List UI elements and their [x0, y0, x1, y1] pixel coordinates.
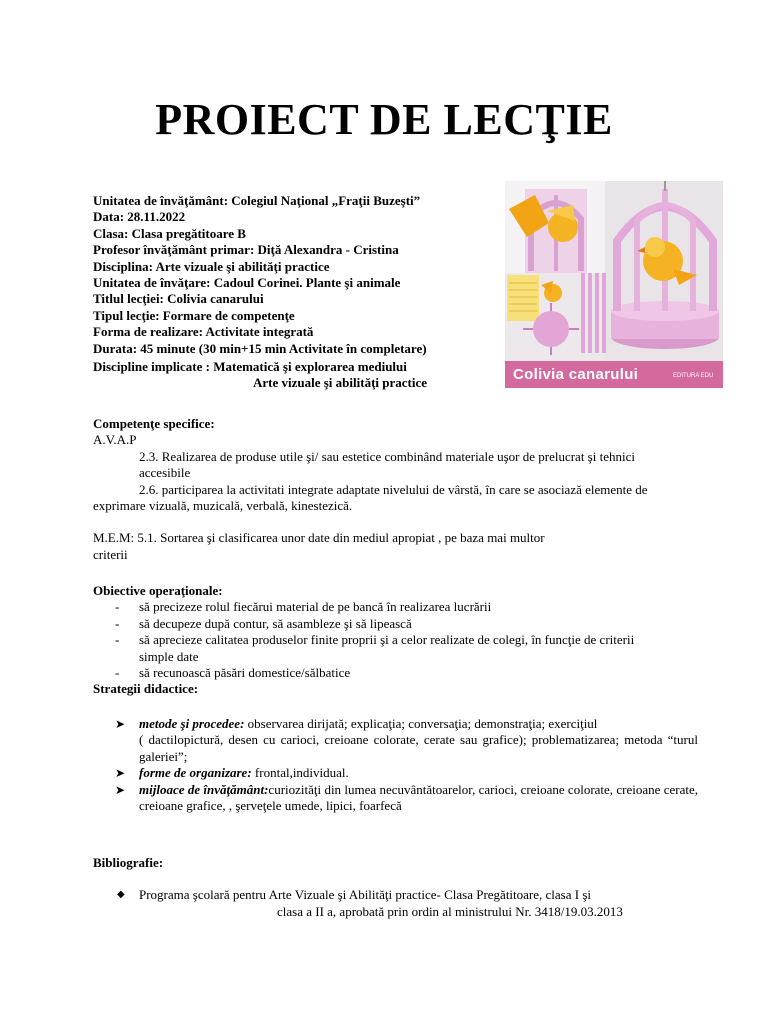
diamond-bullet-icon: ◆: [117, 889, 125, 901]
forme-text: frontal,individual.: [251, 765, 349, 781]
arrow-bullet-icon: ➤: [115, 766, 126, 781]
lesson-info-block: [93, 193, 513, 392]
metode-text: observarea dirijată; explicaţia; conversaţia; demonstraţia; exerciţiul: [244, 716, 598, 731]
strategii-heading: Strategii didactice:: [93, 681, 199, 697]
cover-caption: Colivia canarului: [513, 366, 639, 383]
info-titlul: Titlul lecţiei: Colivia canarului: [93, 291, 264, 307]
bird-cage-illustration-icon: [505, 181, 723, 388]
arrow-bullet-icon: ➤: [115, 717, 126, 731]
competente-heading: Competenţe specifice:: [93, 416, 215, 431]
info-tipul: Tipul lecţie: Formare de competenţe: [93, 307, 295, 323]
info-unitatea-invatamant: Unitatea de învăţământ: Colegiul Naţional „Fraţii Buzeşti”: [93, 193, 421, 208]
avap-label: A.V.A.P: [93, 432, 137, 448]
obiectiv-item: - să aprecieze calitatea produselor finite proprii şi a celor realizate de colegi, în funcţie de criterii simple date: [115, 632, 635, 664]
obiectiv-item: - să decupeze după contur, să asambleze şi să lipească: [115, 615, 412, 631]
metode-label: metode şi procedee:: [139, 716, 245, 731]
info-discipline-implicate: Discipline implicate : Matematică şi explorarea mediului: [93, 358, 407, 374]
info-disciplina: Disciplina: Arte vizuale şi abilităţi practice: [93, 258, 330, 274]
info-forma: Forma de realizare: Activitate integrată: [93, 324, 314, 340]
info-clasa: Clasa: Clasa pregătitoare B: [93, 225, 246, 241]
metode-text-2: ( dactilopictură, desen cu carioci, creioane colorate, cerate sau grafice); problematizarea; metoda “turul galeriei”;: [139, 732, 698, 764]
obiective-heading: Obiective operaţionale:: [93, 583, 223, 598]
obiective-section: [93, 583, 703, 698]
obiectiv-item: - să recunoască păsări domestice/sălbatice: [115, 665, 351, 681]
mijloace-label: mijloace de învăţământ:: [139, 781, 269, 797]
strategie-mijloace: [93, 782, 698, 815]
bibliografie-section: [93, 855, 703, 920]
bibliografie-heading: Bibliografie:: [93, 855, 164, 870]
info-durata: Durata: 45 minute (30 min+15 min Activitate în completare): [93, 340, 427, 356]
book-cover-image: [505, 181, 723, 388]
strategie-metode: [93, 716, 698, 765]
bibliografie-line-1: Programa şcolară pentru Arte Vizuale şi Abilităţi practice- Clasa Pregătitoare, clasa I şi: [139, 887, 592, 903]
competenta-2-6: 2.6. participarea la activitati integrate adaptate nivelului de vârstă, în care se asociază elemente de exprimare vizuală, muzicală, verbală, kinestezică.: [93, 481, 648, 514]
forme-label: forme de organizare:: [139, 765, 252, 781]
page-title: PROIECT DE LECŢIE: [155, 95, 613, 144]
info-data: Data: 28.11.2022: [93, 209, 186, 225]
arrow-bullet-icon: ➤: [115, 782, 126, 797]
mem-competenta-line-1: M.E.M: 5.1. Sortarea şi clasificarea unor date din mediul apropiat , pe baza mai multor: [93, 530, 545, 546]
competenta-2-3: 2.3. Realizarea de produse utile şi/ sau estetice combinând materiale uşor de prelucrat şi tehnici accesibile: [139, 448, 635, 481]
obiectiv-item: - să precizeze rolul fiecărui material de pe bancă în realizarea lucrării: [115, 599, 492, 615]
info-profesor: Profesor învăţământ primar: Diţă Alexandra - Cristina: [93, 242, 399, 258]
strategie-forme: [93, 765, 698, 781]
strategii-section: [93, 716, 698, 814]
bibliografie-item: [93, 887, 703, 920]
competente-section: [93, 416, 703, 563]
bibliografie-line-2: clasa a II a, aprobată prin ordin al ministrului Nr. 3418/19.03.2013: [277, 903, 623, 919]
cover-publisher: EDITURA EDU: [673, 373, 714, 379]
info-unitatea-invatare: Unitatea de învăţare: Cadoul Corinei. Plante şi animale: [93, 274, 401, 290]
info-discipline-implicate-2: Arte vizuale şi abilităţi practice: [253, 375, 428, 391]
mem-competenta-line-2: criterii: [93, 546, 128, 562]
mijloace-text: curiozităţi din lumea necuvântătoarelor, carioci, creioane colorate, creioane cerate, creioane grafice, , şerveţele umede, lipici, foarfecă: [139, 781, 698, 814]
